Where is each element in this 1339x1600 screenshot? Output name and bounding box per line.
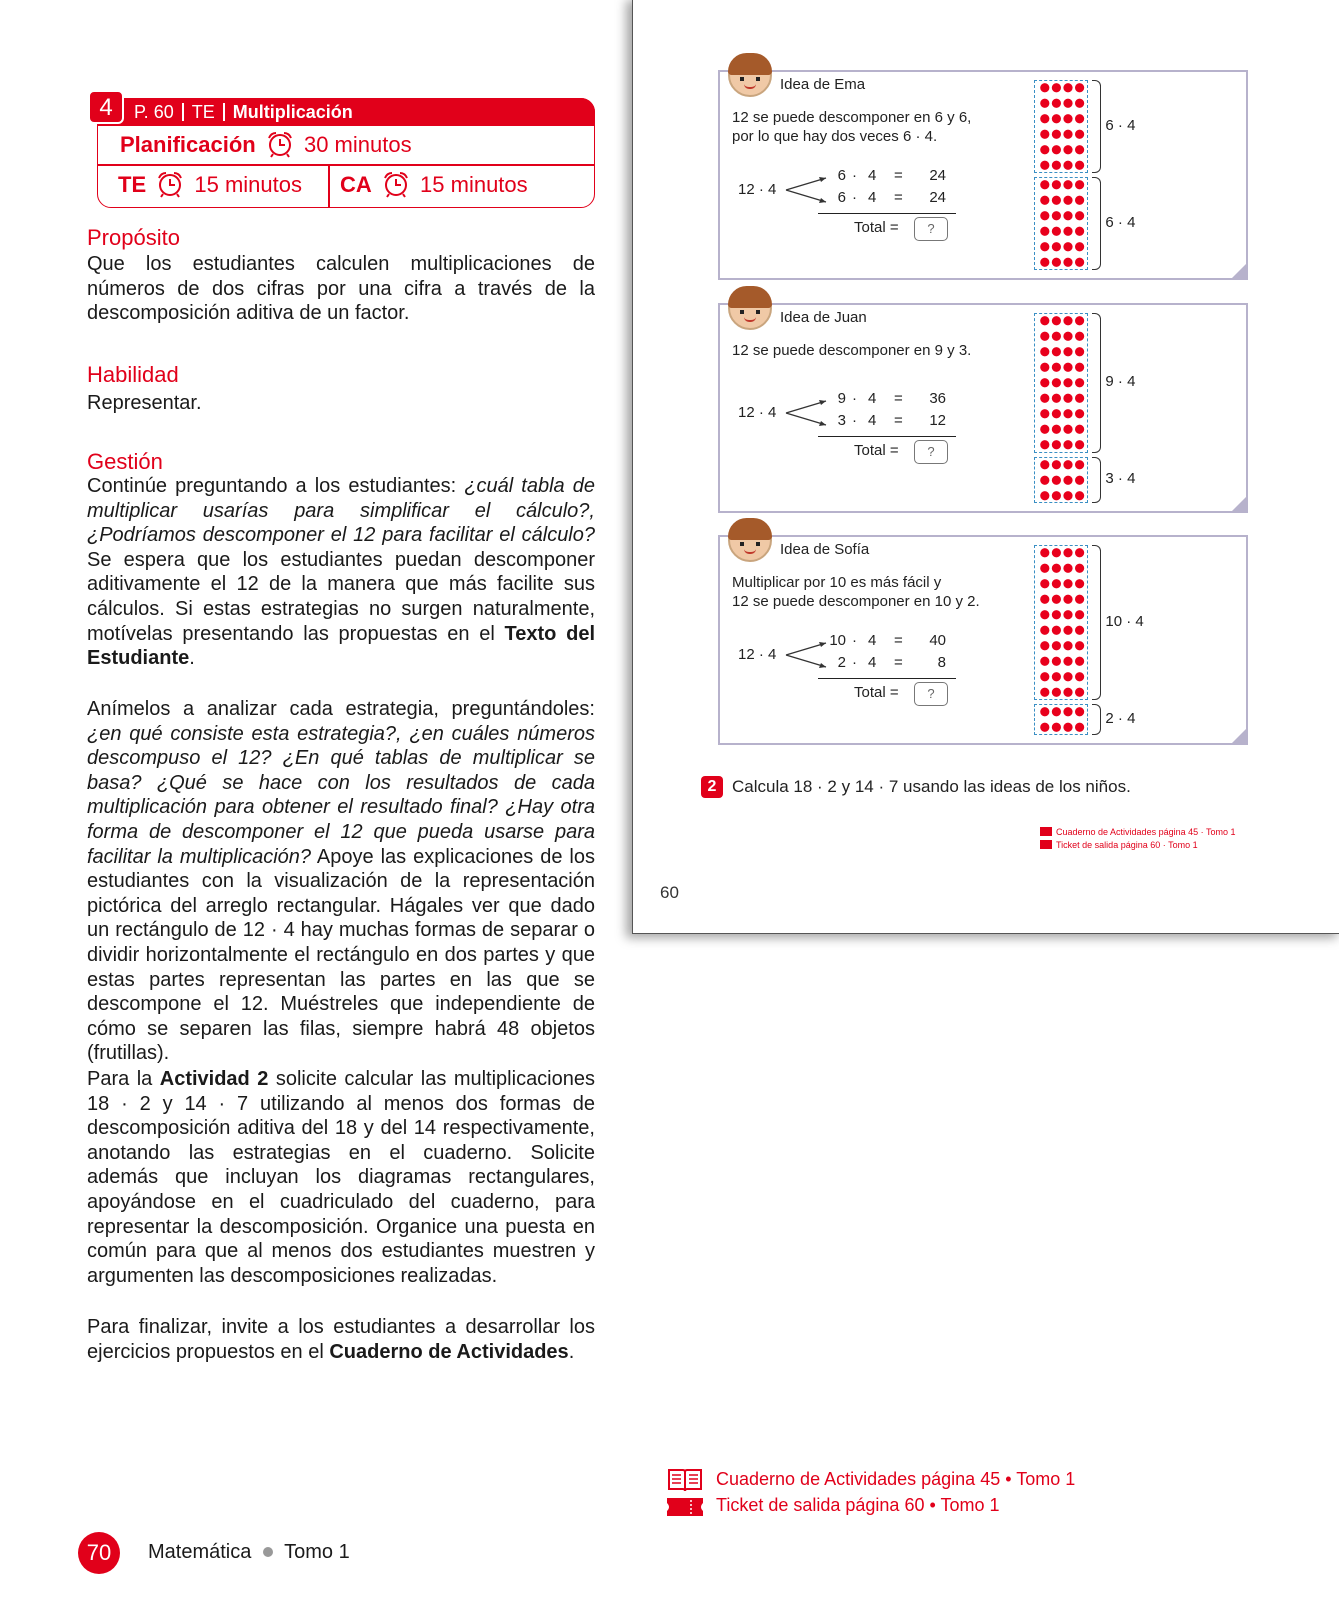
group-brace	[1092, 545, 1101, 700]
factor-a: 2	[837, 654, 846, 671]
habilidad-text: Representar.	[87, 392, 202, 414]
strawberry-dot	[1075, 130, 1084, 139]
strawberry-dot	[1040, 610, 1049, 619]
page-fold-corner	[1232, 729, 1246, 743]
strawberry-dot	[1052, 145, 1061, 154]
group-brace	[1092, 80, 1101, 173]
avatar-mouth	[744, 317, 756, 322]
strawberry-dot	[1063, 316, 1072, 325]
strawberry-dot	[1075, 440, 1084, 449]
strawberry-dot	[1075, 564, 1084, 573]
strawberry-dot	[1063, 688, 1072, 697]
strawberry-dot	[1040, 211, 1049, 220]
ticket-icon	[1040, 840, 1052, 849]
partial-product: 40	[929, 632, 946, 649]
partial-product: 24	[929, 167, 946, 184]
strawberry-dot	[1063, 332, 1072, 341]
ca-label: CA	[340, 172, 372, 197]
avatar-eyes	[740, 310, 760, 314]
strawberry-array	[1034, 313, 1088, 453]
strawberry-dot	[1052, 316, 1061, 325]
footer-volume: Tomo 1	[284, 1541, 350, 1563]
student-cuaderno-footnote-text: Cuaderno de Actividades página 45 · Tomo 1	[1056, 827, 1236, 837]
text-run: Actividad 2	[159, 1068, 269, 1090]
te-time: 15 minutos	[194, 172, 302, 197]
strawberry-dot	[1063, 258, 1072, 267]
unit-number-badge: 4	[88, 90, 124, 124]
strawberry-dot	[1075, 196, 1084, 205]
activity-number-badge: 2	[701, 776, 723, 798]
ca-time: 15 minutos	[420, 172, 528, 197]
strawberry-dot	[1063, 641, 1072, 650]
topic-title: Multiplicación	[232, 102, 353, 122]
strawberry-dot	[1063, 114, 1072, 123]
strawberry-dot	[1040, 258, 1049, 267]
strawberry-dot	[1063, 227, 1072, 236]
strawberry-dot	[1063, 99, 1072, 108]
gestion-paragraph-4	[87, 1315, 595, 1364]
factor-b: 4	[868, 390, 877, 407]
strawberry-dot	[1075, 394, 1084, 403]
total-label: Total =	[854, 684, 899, 701]
strawberry-dot	[1075, 211, 1084, 220]
strawberry-dot	[1040, 242, 1049, 251]
text-run: ¿en qué consiste esta estrategia?, ¿en cuáles números descompuso el 12? ¿En qué tablas de multiplicar se basa? ¿Qué se hace con los resultados de cada multiplicación para obtener el resultado final? ¿Hay otra forma de descomponer el 12 que pueda usarse para facilitar la multiplicación?	[87, 722, 595, 868]
separator	[223, 103, 225, 121]
student-ticket-footnote	[1040, 839, 1235, 852]
bullet-dot	[263, 1547, 273, 1557]
strawberry-dot	[1052, 626, 1061, 635]
header-divider	[97, 164, 595, 166]
strawberry-dot	[1063, 475, 1072, 484]
student-page-number: 60	[660, 883, 679, 902]
strawberry-dot	[1040, 196, 1049, 205]
strawberry-dot	[1040, 83, 1049, 92]
ca-time-row	[340, 170, 528, 200]
strawberry-dot	[1040, 707, 1049, 716]
text-run: Texto del Estudiante	[87, 622, 595, 670]
strawberry-dot	[1052, 425, 1061, 434]
strawberry-dot	[1052, 641, 1061, 650]
strawberry-dot	[1075, 672, 1084, 681]
factor-a: 10	[829, 632, 846, 649]
strawberry-dot	[1040, 332, 1049, 341]
strawberry-dot	[1063, 657, 1072, 666]
strawberry-dot	[1040, 145, 1049, 154]
strawberry-dot	[1040, 548, 1049, 557]
strawberry-dot	[1052, 707, 1061, 716]
strawberry-dot	[1075, 409, 1084, 418]
strawberry-dot	[1040, 723, 1049, 732]
strawberry-dot	[1075, 363, 1084, 372]
planning-label: Planificación	[120, 132, 256, 157]
avatar-eyes	[740, 542, 760, 546]
strawberry-dot	[1075, 475, 1084, 484]
student-ticket-footnote-text: Ticket de salida página 60 · Tomo 1	[1056, 840, 1198, 850]
avatar-eyes	[740, 77, 760, 81]
text-run: Para finalizar, invite a los estudiantes a desarrollar los ejercicios propuestos en el	[87, 1316, 595, 1363]
strawberry-dot	[1075, 99, 1084, 108]
equation-lhs: 12 · 4	[738, 181, 777, 198]
group-brace	[1092, 704, 1101, 735]
group-label: 6 · 4	[1105, 116, 1136, 134]
strawberry-dot	[1075, 626, 1084, 635]
student-avatar	[728, 286, 772, 330]
strawberry-dot	[1052, 258, 1061, 267]
strawberry-dot	[1052, 347, 1061, 356]
strawberry-dot	[1040, 394, 1049, 403]
footer-text	[148, 1541, 350, 1564]
strawberry-dot	[1040, 595, 1049, 604]
student-avatar	[728, 53, 772, 97]
strawberry-dot	[1040, 672, 1049, 681]
group-label: 2 · 4	[1105, 709, 1136, 727]
sum-line	[818, 213, 956, 214]
strawberry-dot	[1052, 99, 1061, 108]
strawberry-dot	[1075, 242, 1084, 251]
dot-operator: ·	[852, 189, 857, 206]
ticket-reference: Ticket de salida página 60 • Tomo 1	[716, 1495, 1000, 1515]
group-brace	[1092, 313, 1101, 453]
habilidad-heading: Habilidad	[87, 362, 179, 387]
page-fold-corner	[1232, 497, 1246, 511]
strawberry-array	[1034, 457, 1088, 504]
equation-lhs: 12 · 4	[738, 404, 777, 421]
strawberry-dot	[1063, 610, 1072, 619]
strawberry-dot	[1075, 258, 1084, 267]
text-run: .	[568, 1340, 575, 1363]
page-fold-corner	[1232, 264, 1246, 278]
equals-sign: =	[894, 167, 903, 184]
strawberry-dot	[1040, 378, 1049, 387]
strawberry-dot	[1063, 161, 1072, 170]
strawberry-array	[1034, 80, 1088, 173]
alarm-clock-icon	[156, 170, 184, 198]
strawberry-dot	[1063, 211, 1072, 220]
dot-operator: ·	[852, 654, 857, 671]
strawberry-dot	[1040, 114, 1049, 123]
factor-a: 3	[837, 412, 846, 429]
strawberry-dot	[1063, 595, 1072, 604]
strawberry-dot	[1052, 394, 1061, 403]
strawberry-dot	[1052, 672, 1061, 681]
strawberry-dot	[1075, 425, 1084, 434]
idea-title: Idea de Juan	[780, 309, 867, 326]
footer-subject: Matemática	[148, 1541, 252, 1563]
group-brace	[1092, 177, 1101, 270]
strawberry-dot	[1052, 440, 1061, 449]
equation-lhs: 12 · 4	[738, 646, 777, 663]
strawberry-dot	[1040, 626, 1049, 635]
avatar-mouth	[744, 549, 756, 554]
strawberry-dot	[1040, 347, 1049, 356]
te-time-row	[118, 170, 302, 200]
factor-a: 6	[837, 189, 846, 206]
text-run: Cuaderno de Actividades	[329, 1340, 569, 1363]
strawberry-dot	[1063, 196, 1072, 205]
strawberry-dot	[1063, 723, 1072, 732]
text-run: .	[189, 647, 195, 670]
idea-description: Multiplicar por 10 es más fácil y	[732, 574, 942, 591]
strawberry-dot	[1040, 130, 1049, 139]
strawberry-dot	[1063, 242, 1072, 251]
strawberry-dot	[1040, 688, 1049, 697]
dot-operator: ·	[852, 632, 857, 649]
cuaderno-reference: Cuaderno de Actividades página 45 • Tomo 1	[716, 1469, 1076, 1489]
strawberry-dot	[1040, 161, 1049, 170]
idea-description: 12 se puede descomponer en 6 y 6,	[732, 109, 972, 126]
strawberry-dot	[1052, 475, 1061, 484]
strawberry-dot	[1075, 641, 1084, 650]
gestion-heading: Gestión	[87, 449, 163, 474]
strawberry-dot	[1040, 409, 1049, 418]
strawberry-dot	[1052, 211, 1061, 220]
strawberry-dot	[1052, 378, 1061, 387]
strawberry-dot	[1052, 196, 1061, 205]
student-avatar	[728, 518, 772, 562]
strawberry-dot	[1063, 378, 1072, 387]
strawberry-dot	[1040, 564, 1049, 573]
gestion-paragraph-2	[87, 697, 595, 1066]
alarm-clock-icon	[382, 170, 410, 198]
strawberry-dot	[1052, 610, 1061, 619]
strawberry-array	[1034, 177, 1088, 270]
factor-a: 9	[837, 390, 846, 407]
strawberry-dot	[1052, 363, 1061, 372]
sum-line	[818, 436, 956, 437]
strawberry-dot	[1075, 723, 1084, 732]
strawberry-dot	[1040, 363, 1049, 372]
factor-b: 4	[868, 632, 877, 649]
strawberry-dot	[1052, 564, 1061, 573]
open-book-icon	[667, 1467, 703, 1493]
sum-line	[818, 678, 956, 679]
gestion-paragraph-1	[87, 474, 595, 671]
partial-product: 36	[929, 390, 946, 407]
text-run: ¿cuál tabla de multiplicar usarías para simplificar el cálculo?, ¿Podríamos descomponer el 12 para facilitar el cálculo?	[87, 475, 595, 547]
alarm-clock-icon	[266, 130, 294, 158]
equals-sign: =	[894, 189, 903, 206]
strawberry-dot	[1075, 657, 1084, 666]
idea-title: Idea de Sofía	[780, 541, 870, 558]
book-reference: TE	[191, 102, 215, 122]
strawberry-dot	[1063, 394, 1072, 403]
text-run: Se espera que los estudiantes puedan descomponer aditivamente el 12 de la manera que más facilite sus cálculos. Si estas estrategias no surgen naturalmente, motívelas presentando las propuestas en el	[87, 548, 595, 645]
strawberry-dot	[1075, 491, 1084, 500]
idea-description: 12 se puede descomponer en 10 y 2.	[732, 593, 980, 610]
activity-instruction: Calcula 18 · 2 y 14 · 7 usando las ideas de los niños.	[732, 777, 1131, 796]
strawberry-dot	[1063, 347, 1072, 356]
strawberry-dot	[1075, 610, 1084, 619]
avatar-mouth	[744, 84, 756, 89]
dot-operator: ·	[852, 412, 857, 429]
text-run: solicite calcular las multiplicaciones 18 · 2 y 14 · 7 utilizando al menos dos formas de descomposición aditiva del 18 y del 14 respectivamente, anotando las estrategias en el cuaderno. Solicite además que incluyan los diagramas rectangulares, apoyándose en el cuadriculado del cuaderno, para representar la descomposición. Organice una puesta en común para que al menos dos estudiantes muestren y argumenten las descomposiciones realizadas.	[87, 1068, 595, 1287]
partial-product: 12	[929, 412, 946, 429]
planning-time: 30 minutos	[303, 132, 412, 157]
equals-sign: =	[894, 412, 903, 429]
text-run: Para la	[87, 1068, 160, 1090]
text-run: Apoye las explicaciones de los estudiantes con la visualización de la representación pictórica del arreglo rectangular. Hágales ver que dado un rectángulo de 12 · 4 hay muchas formas de separar o dividir horizontalmente el rectángulo en dos partes y que estas partes representan las partes en las que se descompone el 12. Muéstreles que independiente de cómo se separen las filas, siempre habrá 48 objetos (frutillas).	[87, 845, 595, 1065]
group-label: 6 · 4	[1105, 213, 1136, 231]
group-label: 10 · 4	[1105, 612, 1144, 630]
strawberry-dot	[1063, 440, 1072, 449]
strawberry-dot	[1040, 641, 1049, 650]
total-answer-box: ?	[914, 682, 948, 706]
strawberry-dot	[1040, 316, 1049, 325]
strawberry-dot	[1052, 332, 1061, 341]
total-label: Total =	[854, 442, 899, 459]
strawberry-dot	[1040, 99, 1049, 108]
strawberry-dot	[1063, 409, 1072, 418]
gestion-paragraph-3	[87, 1067, 595, 1288]
strawberry-dot	[1075, 83, 1084, 92]
strawberry-dot	[1063, 626, 1072, 635]
page-number-badge: 70	[78, 1532, 120, 1574]
strawberry-dot	[1052, 161, 1061, 170]
strawberry-dot	[1052, 242, 1061, 251]
strawberry-dot	[1052, 688, 1061, 697]
factor-b: 4	[868, 167, 877, 184]
factor-b: 4	[868, 189, 877, 206]
strawberry-dot	[1063, 180, 1072, 189]
partial-product: 24	[929, 189, 946, 206]
proposito-heading: Propósito	[87, 225, 180, 250]
total-answer-box: ?	[914, 440, 948, 464]
text-run: Anímelos a analizar cada estrategia, preguntándoles:	[87, 698, 595, 720]
separator	[182, 103, 184, 121]
factor-a: 6	[837, 167, 846, 184]
strawberry-dot	[1063, 460, 1072, 469]
strawberry-dot	[1052, 491, 1061, 500]
strawberry-array	[1034, 704, 1088, 735]
strawberry-dot	[1052, 180, 1061, 189]
factor-b: 4	[868, 654, 877, 671]
equals-sign: =	[894, 632, 903, 649]
strawberry-dot	[1075, 161, 1084, 170]
strawberry-dot	[1075, 316, 1084, 325]
strawberry-dot	[1075, 347, 1084, 356]
strawberry-dot	[1040, 460, 1049, 469]
idea-description: por lo que hay dos veces 6 · 4.	[732, 128, 938, 145]
planning-row	[120, 130, 412, 160]
strawberry-dot	[1052, 657, 1061, 666]
strawberry-dot	[1052, 409, 1061, 418]
strawberry-dot	[1052, 595, 1061, 604]
strawberry-dot	[1075, 548, 1084, 557]
group-label: 9 · 4	[1105, 372, 1136, 390]
strawberry-dot	[1075, 114, 1084, 123]
strawberry-dot	[1052, 114, 1061, 123]
student-cuaderno-footnote	[1040, 826, 1235, 839]
strawberry-dot	[1040, 425, 1049, 434]
text-run: Continúe preguntando a los estudiantes:	[87, 475, 465, 497]
strawberry-dot	[1052, 227, 1061, 236]
group-brace	[1092, 457, 1101, 504]
strawberry-dot	[1040, 579, 1049, 588]
strawberry-dot	[1075, 378, 1084, 387]
strawberry-dot	[1075, 332, 1084, 341]
te-label: TE	[118, 172, 147, 197]
strawberry-dot	[1063, 548, 1072, 557]
strawberry-dot	[1063, 130, 1072, 139]
strawberry-dot	[1075, 460, 1084, 469]
idea-title: Idea de Ema	[780, 76, 866, 93]
student-page-footnotes	[1040, 826, 1235, 852]
header-column-divider	[328, 164, 330, 208]
factor-b: 4	[868, 412, 877, 429]
lesson-header-reference	[134, 101, 353, 123]
strawberry-dot	[1063, 83, 1072, 92]
strawberry-dot	[1052, 460, 1061, 469]
strawberry-dot	[1063, 363, 1072, 372]
equals-sign: =	[894, 390, 903, 407]
strawberry-dot	[1040, 440, 1049, 449]
strawberry-dot	[1052, 130, 1061, 139]
strawberry-dot	[1040, 657, 1049, 666]
strawberry-dot	[1063, 145, 1072, 154]
open-book-icon	[1040, 827, 1052, 836]
total-label: Total =	[854, 219, 899, 236]
proposito-text: Que los estudiantes calculen multiplicaciones de números de dos cifras por una cifra a través de la descomposición aditiva de un factor.	[87, 253, 595, 325]
strawberry-dot	[1052, 548, 1061, 557]
strawberry-dot	[1040, 180, 1049, 189]
ticket-icon	[667, 1498, 703, 1516]
strawberry-dot	[1063, 564, 1072, 573]
strawberry-dot	[1040, 475, 1049, 484]
strawberry-dot	[1075, 180, 1084, 189]
strawberry-dot	[1063, 672, 1072, 681]
strawberry-dot	[1040, 491, 1049, 500]
page-reference: P. 60	[134, 102, 174, 122]
strawberry-dot	[1052, 723, 1061, 732]
strawberry-dot	[1063, 425, 1072, 434]
partial-product: 8	[937, 654, 946, 671]
strawberry-dot	[1052, 579, 1061, 588]
strawberry-dot	[1063, 707, 1072, 716]
group-label: 3 · 4	[1105, 469, 1136, 487]
strawberry-dot	[1075, 579, 1084, 588]
equals-sign: =	[894, 654, 903, 671]
dot-operator: ·	[852, 167, 857, 184]
idea-description: 12 se puede descomponer en 9 y 3.	[732, 342, 972, 359]
strawberry-dot	[1075, 595, 1084, 604]
strawberry-dot	[1075, 227, 1084, 236]
strawberry-dot	[1063, 491, 1072, 500]
strawberry-dot	[1075, 688, 1084, 697]
strawberry-array	[1034, 545, 1088, 700]
strawberry-dot	[1063, 579, 1072, 588]
strawberry-dot	[1052, 83, 1061, 92]
strawberry-dot	[1075, 145, 1084, 154]
total-answer-box: ?	[914, 217, 948, 241]
strawberry-dot	[1040, 227, 1049, 236]
dot-operator: ·	[852, 390, 857, 407]
strawberry-dot	[1075, 707, 1084, 716]
